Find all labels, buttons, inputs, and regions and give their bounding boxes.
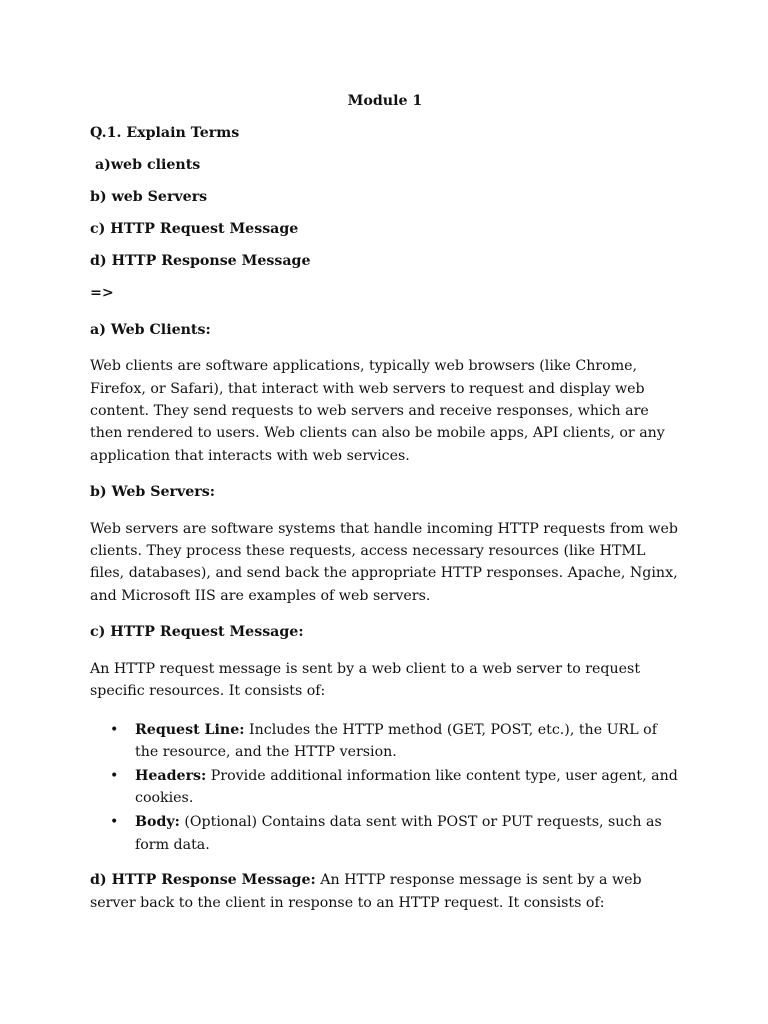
bullet-text: (Optional) Contains data sent with POST or PUT requests, such as form data. [135,814,662,853]
question-item-request-message: c) HTTP Request Message [90,221,299,238]
web-clients-heading: a) Web Clients: [90,321,211,338]
list-item-request-line [110,719,680,764]
web-servers-heading: b) Web Servers: [90,484,215,501]
web-servers-paragraph: Web servers are software systems that handle incoming HTTP requests from web clients. They process these requests, access necessary resources (like HTML files, databases), and send back the appropriate HTTP responses. Apache, Nginx, and Microsoft IIS are examples of web servers. [90,520,678,604]
web-clients-paragraph: Web clients are software applications, typically web browsers (like Chrome, Firefox, or Safari), that interact with web servers to request and display web content. They send requests to web servers and receive responses, which are then rendered to users. Web clients can also be mobile apps, API clients, or any application that interacts with web services. [90,358,665,464]
bullet-icon: • [110,721,119,738]
list-item-headers [110,765,680,810]
response-message-heading: d) HTTP Response Message: [90,872,316,889]
request-message-paragraph: An HTTP request message is sent by a web client to a web server to request specific resources. It consists of: [90,660,641,700]
bullet-term: Request Line: [135,721,245,738]
bullet-text: Includes the HTTP method (GET, POST, etc.), the URL of the resource, and the HTTP version. [135,721,657,760]
question-item-web-clients: a)web clients [90,157,201,174]
document-page [90,90,680,928]
list-item-body [110,811,680,856]
question-heading: Q.1. Explain Terms [90,125,240,142]
page-title: Module 1 [347,93,423,109]
answer-arrow: => [90,285,114,302]
bullet-icon: • [110,814,119,831]
request-components-list [90,719,680,857]
bullet-icon: • [110,767,119,784]
bullet-text: Provide additional information like content type, user agent, and cookies. [135,767,678,807]
request-message-heading: c) HTTP Request Message: [90,624,304,641]
response-message-paragraph [90,869,680,914]
question-item-response-message: d) HTTP Response Message [90,253,311,270]
response-message-text: An HTTP response message is sent by a web server back to the client in response to an HTTP request. It consists of: [90,872,642,911]
question-item-web-servers: b) web Servers [90,189,208,206]
bullet-term: Headers: [135,767,207,784]
bullet-term: Body: [135,814,180,831]
